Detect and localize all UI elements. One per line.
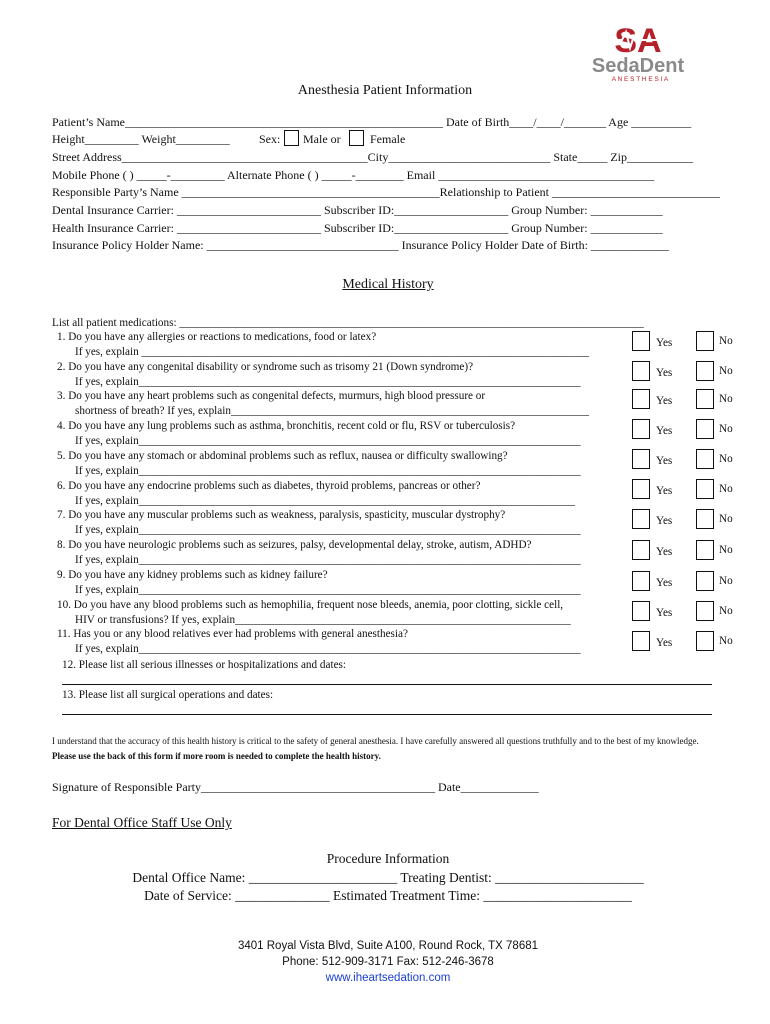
question-7-explain[interactable]: If yes, explain_______________________________________________________________________________ bbox=[75, 524, 581, 536]
question-5-no-label: No bbox=[719, 453, 733, 465]
attestation-text: I understand that the accuracy of this health history is critical to the safety of general anesthesia. I have carefully answered all questions truthfully and to the best of my knowledge. bbox=[52, 736, 699, 746]
question-13: 13. Please list all surgical operations and dates: bbox=[62, 689, 274, 701]
question-8-no-checkbox[interactable] bbox=[696, 540, 714, 560]
height-weight-line[interactable]: Height_________ Weight_________ bbox=[52, 132, 230, 146]
question-5-explain[interactable]: If yes, explain_______________________________________________________________________________ bbox=[75, 465, 581, 477]
attestation-note: Please use the back of this form if more room is needed to complete the health history. bbox=[52, 751, 381, 761]
procedure-office-line[interactable]: Dental Office Name: ______________________ Treating Dentist: ______________________ bbox=[132, 870, 644, 885]
question-1-yes-checkbox[interactable] bbox=[632, 331, 650, 351]
question-6-no-label: No bbox=[719, 483, 733, 495]
procedure-title: Procedure Information bbox=[326, 851, 450, 866]
question-2-yes-label: Yes bbox=[656, 367, 673, 379]
question-3-no-label: No bbox=[719, 393, 733, 405]
question-11: 11. Has you or any blood relatives ever had problems with general anesthesia? bbox=[57, 628, 408, 640]
question-1-yes-label: Yes bbox=[656, 337, 673, 349]
question-4-yes-label: Yes bbox=[656, 425, 673, 437]
question-9: 9. Do you have any kidney problems such as kidney failure? bbox=[57, 569, 328, 581]
question-11-no-checkbox[interactable] bbox=[696, 631, 714, 651]
question-4: 4. Do you have any lung problems such as asthma, bronchitis, recent cold or flu, RSV or tuberculosis? bbox=[57, 420, 516, 432]
sex-female-label: Female bbox=[370, 132, 406, 146]
attestation bbox=[52, 734, 717, 764]
question-2: 2. Do you have any congenital disability or syndrome such as trisomy 21 (Down syndrome)? bbox=[57, 361, 474, 373]
question-11-no-label: No bbox=[719, 635, 733, 647]
question-10-explain[interactable]: HIV or transfusions? If yes, explain____________________________________________________________ bbox=[75, 614, 571, 626]
question-9-no-label: No bbox=[719, 575, 733, 587]
question-4-yes-checkbox[interactable] bbox=[632, 419, 650, 439]
question-6-explain[interactable]: If yes, explain______________________________________________________________________________ bbox=[75, 495, 575, 507]
question-3-no-checkbox[interactable] bbox=[696, 389, 714, 409]
footer-phones: Phone: 512-909-3171 Fax: 512-246-3678 bbox=[282, 956, 494, 968]
question-2-no-label: No bbox=[719, 365, 733, 377]
medications-line[interactable]: List all patient medications: ___________________________________________________________________________________ bbox=[52, 317, 644, 329]
sex-male-label: Male or bbox=[303, 132, 341, 146]
question-3-yes-label: Yes bbox=[656, 395, 673, 407]
logo-name: SedaDent bbox=[591, 55, 685, 77]
question-3-yes-checkbox[interactable] bbox=[632, 389, 650, 409]
question-6-yes-checkbox[interactable] bbox=[632, 479, 650, 499]
question-7-yes-checkbox[interactable] bbox=[632, 509, 650, 529]
sex-female-checkbox[interactable] bbox=[349, 130, 364, 146]
question-1-no-checkbox[interactable] bbox=[696, 331, 714, 351]
question-10-yes-label: Yes bbox=[656, 607, 673, 619]
question-6-yes-label: Yes bbox=[656, 485, 673, 497]
question-2-yes-checkbox[interactable] bbox=[632, 361, 650, 381]
question-10: 10. Do you have any blood problems such as hemophilia, frequent nose bleeds, anemia, poor clotting, sickle cell, bbox=[57, 599, 564, 611]
dental-insurance-line[interactable]: Dental Insurance Carrier: ________________________ Subscriber ID:___________________ Group Number: ____________ bbox=[52, 203, 663, 217]
question-6: 6. Do you have any endocrine problems such as diabetes, thyroid problems, pancreas or other? bbox=[57, 480, 481, 492]
question-8-yes-label: Yes bbox=[656, 546, 673, 558]
question-10-no-checkbox[interactable] bbox=[696, 601, 714, 621]
question-9-yes-label: Yes bbox=[656, 577, 673, 589]
sedadent-logo bbox=[562, 22, 714, 84]
question-11-yes-checkbox[interactable] bbox=[632, 631, 650, 651]
question-7-no-label: No bbox=[719, 513, 733, 525]
address-line[interactable]: Street Address_________________________________________City___________________________ State_____ Zip___________ bbox=[52, 150, 693, 164]
procedure-date-line[interactable]: Date of Service: ______________ Estimated Treatment Time: ______________________ bbox=[144, 888, 632, 903]
question-5: 5. Do you have any stomach or abdominal problems such as reflux, nausea or difficulty swallowing? bbox=[57, 450, 508, 462]
sex-label: Sex: bbox=[259, 132, 281, 146]
footer-website-link[interactable]: www.iheartsedation.com bbox=[325, 972, 451, 984]
question-8-explain[interactable]: If yes, explain_______________________________________________________________________________ bbox=[75, 554, 581, 566]
question-13-answer-line[interactable] bbox=[62, 714, 712, 715]
question-3: 3. Do you have any heart problems such as congenital defects, murmurs, high blood pressure or bbox=[57, 390, 486, 402]
question-8-yes-checkbox[interactable] bbox=[632, 540, 650, 560]
question-2-explain[interactable]: If yes, explain_______________________________________________________________________________ bbox=[75, 376, 581, 388]
question-9-explain[interactable]: If yes, explain_______________________________________________________________________________ bbox=[75, 584, 581, 596]
staff-section-title: For Dental Office Staff Use Only bbox=[52, 815, 232, 830]
question-8-no-label: No bbox=[719, 544, 733, 556]
question-10-yes-checkbox[interactable] bbox=[632, 601, 650, 621]
question-2-no-checkbox[interactable] bbox=[696, 361, 714, 381]
question-1-no-label: No bbox=[719, 335, 733, 347]
responsible-party-line[interactable]: Responsible Party’s Name ___________________________________________Relationship to Patient ____________________________ bbox=[52, 185, 720, 199]
question-7: 7. Do you have any muscular problems such as weakness, paralysis, spasticity, muscular dystrophy? bbox=[57, 509, 506, 521]
question-4-no-label: No bbox=[719, 423, 733, 435]
form-title: Anesthesia Patient Information bbox=[297, 83, 473, 98]
question-11-yes-label: Yes bbox=[656, 637, 673, 649]
phone-email-line[interactable]: Mobile Phone ( ) _____-_________ Alternate Phone ( ) _____-________ Email ____________________________________ bbox=[52, 168, 655, 182]
footer-address: 3401 Royal Vista Blvd, Suite A100, Round Rock, TX 78681 bbox=[237, 940, 539, 952]
question-9-no-checkbox[interactable] bbox=[696, 571, 714, 591]
question-5-yes-label: Yes bbox=[656, 455, 673, 467]
policy-holder-line[interactable]: Insurance Policy Holder Name: ________________________________ Insurance Policy Holder Date of Birth: _____________ bbox=[52, 238, 669, 252]
signature-line[interactable]: Signature of Responsible Party_______________________________________ Date_____________ bbox=[52, 780, 539, 794]
question-3-explain[interactable]: shortness of breath? If yes, explain________________________________________________________________ bbox=[75, 405, 589, 417]
question-11-explain[interactable]: If yes, explain_______________________________________________________________________________ bbox=[75, 643, 581, 655]
logo-mark: SA bbox=[614, 22, 662, 60]
question-5-no-checkbox[interactable] bbox=[696, 449, 714, 469]
question-9-yes-checkbox[interactable] bbox=[632, 571, 650, 591]
question-12-answer-line[interactable] bbox=[62, 684, 712, 685]
question-1: 1. Do you have any allergies or reactions to medications, food or latex? bbox=[57, 331, 377, 343]
question-5-yes-checkbox[interactable] bbox=[632, 449, 650, 469]
question-10-no-label: No bbox=[719, 605, 733, 617]
question-7-yes-label: Yes bbox=[656, 515, 673, 527]
question-4-explain[interactable]: If yes, explain_______________________________________________________________________________ bbox=[75, 435, 581, 447]
question-1-explain[interactable]: If yes, explain ________________________________________________________________________________ bbox=[75, 346, 589, 358]
question-7-no-checkbox[interactable] bbox=[696, 509, 714, 529]
question-4-no-checkbox[interactable] bbox=[696, 419, 714, 439]
question-6-no-checkbox[interactable] bbox=[696, 479, 714, 499]
medical-history-title: Medical History bbox=[342, 277, 434, 292]
logo-tagline: A N E S T H E S I A bbox=[611, 76, 669, 83]
patient-name-line[interactable]: Patient’s Name_____________________________________________________ Date of Birth____/____/_______ Age __________ bbox=[52, 115, 692, 129]
sex-male-checkbox[interactable] bbox=[284, 130, 299, 146]
health-insurance-line[interactable]: Health Insurance Carrier: ________________________ Subscriber ID:___________________ Group Number: ____________ bbox=[52, 221, 663, 235]
question-12: 12. Please list all serious illnesses or hospitalizations and dates: bbox=[62, 659, 346, 671]
question-8: 8. Do you have neurologic problems such as seizures, palsy, developmental delay, stroke, autism, ADHD? bbox=[57, 539, 532, 551]
